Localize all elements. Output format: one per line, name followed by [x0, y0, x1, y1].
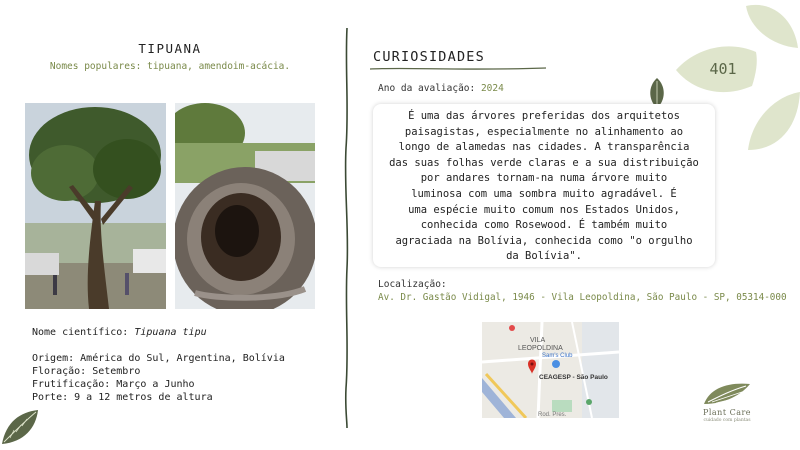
scientific-name-line	[32, 326, 285, 339]
vertical-divider	[341, 28, 353, 428]
map-image	[482, 322, 619, 418]
popular-names: Nomes populares: tipuana, amendoim-acácia.	[49, 61, 291, 72]
brand-tagline: cuidado com plantas	[703, 418, 751, 423]
description-text	[379, 109, 709, 265]
location-map[interactable]	[482, 322, 619, 418]
tree-photo	[25, 103, 166, 309]
location-label: Localização:	[378, 279, 447, 290]
map-district-line1: VILA	[530, 337, 546, 344]
description-line: uma espécie muito comum nos Estados Unidos,	[408, 203, 680, 216]
map-poi-store: Sam's Club	[542, 353, 573, 359]
description-line: das suas folhas verde claras e a sua distribuição	[389, 156, 699, 169]
description-line: paisagistas, especialmente no alinhamento ao	[404, 125, 684, 138]
plant-care-logo	[702, 380, 752, 406]
description-line: longo de alamedas nas cidades. A transparência	[398, 141, 690, 154]
fruiting-line: Frutificação: Março a Junho	[32, 379, 195, 390]
scientific-name-label: Nome científico:	[32, 327, 135, 338]
title-underline	[370, 66, 546, 72]
description-line: da Bolívia".	[506, 250, 582, 263]
description-line: É uma das árvores preferidas dos arquitetos	[408, 110, 680, 122]
description-line: agraciada na Bolívia, conhecida como "o orgulho	[395, 234, 693, 247]
brand-name: Plant Care	[702, 408, 752, 417]
location-address[interactable]: Av. Dr. Gastão Vidigal, 1946 - Vila Leopoldina, São Paulo - SP, 05314-000	[378, 292, 787, 303]
tree-name-title: TIPUANA	[138, 41, 202, 56]
tree-photo-image	[25, 103, 166, 309]
tree-info-block	[32, 326, 285, 404]
flowering-line: Floração: Setembro	[32, 366, 141, 377]
trunk-photo-image	[175, 103, 315, 309]
description-line: luminosa com uma sombra muito agradável. É	[411, 187, 677, 200]
evaluation-year-value: 2024	[480, 83, 504, 94]
leaf-icon	[0, 406, 40, 446]
map-road-label: Rod. Pres.	[538, 412, 567, 418]
store-marker-icon	[552, 360, 560, 368]
description-line: conhecida como Rosewood. É também muito	[420, 219, 668, 232]
evaluation-year	[378, 83, 504, 94]
map-district-line2: LEOPOLDINA	[518, 345, 563, 352]
size-line: Porte: 9 a 12 metros de altura	[32, 392, 213, 403]
origin-line: Origem: América do Sul, Argentina, Bolívia	[32, 353, 285, 364]
page-number: 401	[709, 60, 737, 78]
description-card	[373, 104, 715, 267]
evaluation-year-label: Ano da avaliação:	[378, 83, 481, 94]
description-line: por andares tornam-na numa árvore muito	[420, 172, 668, 185]
trunk-photo	[175, 103, 315, 309]
scientific-name-value: Tipuana tipu	[134, 327, 207, 338]
curiosities-title: CURIOSIDADES	[373, 49, 485, 65]
map-poi-main: CEAGESP - São Paulo	[539, 374, 608, 381]
